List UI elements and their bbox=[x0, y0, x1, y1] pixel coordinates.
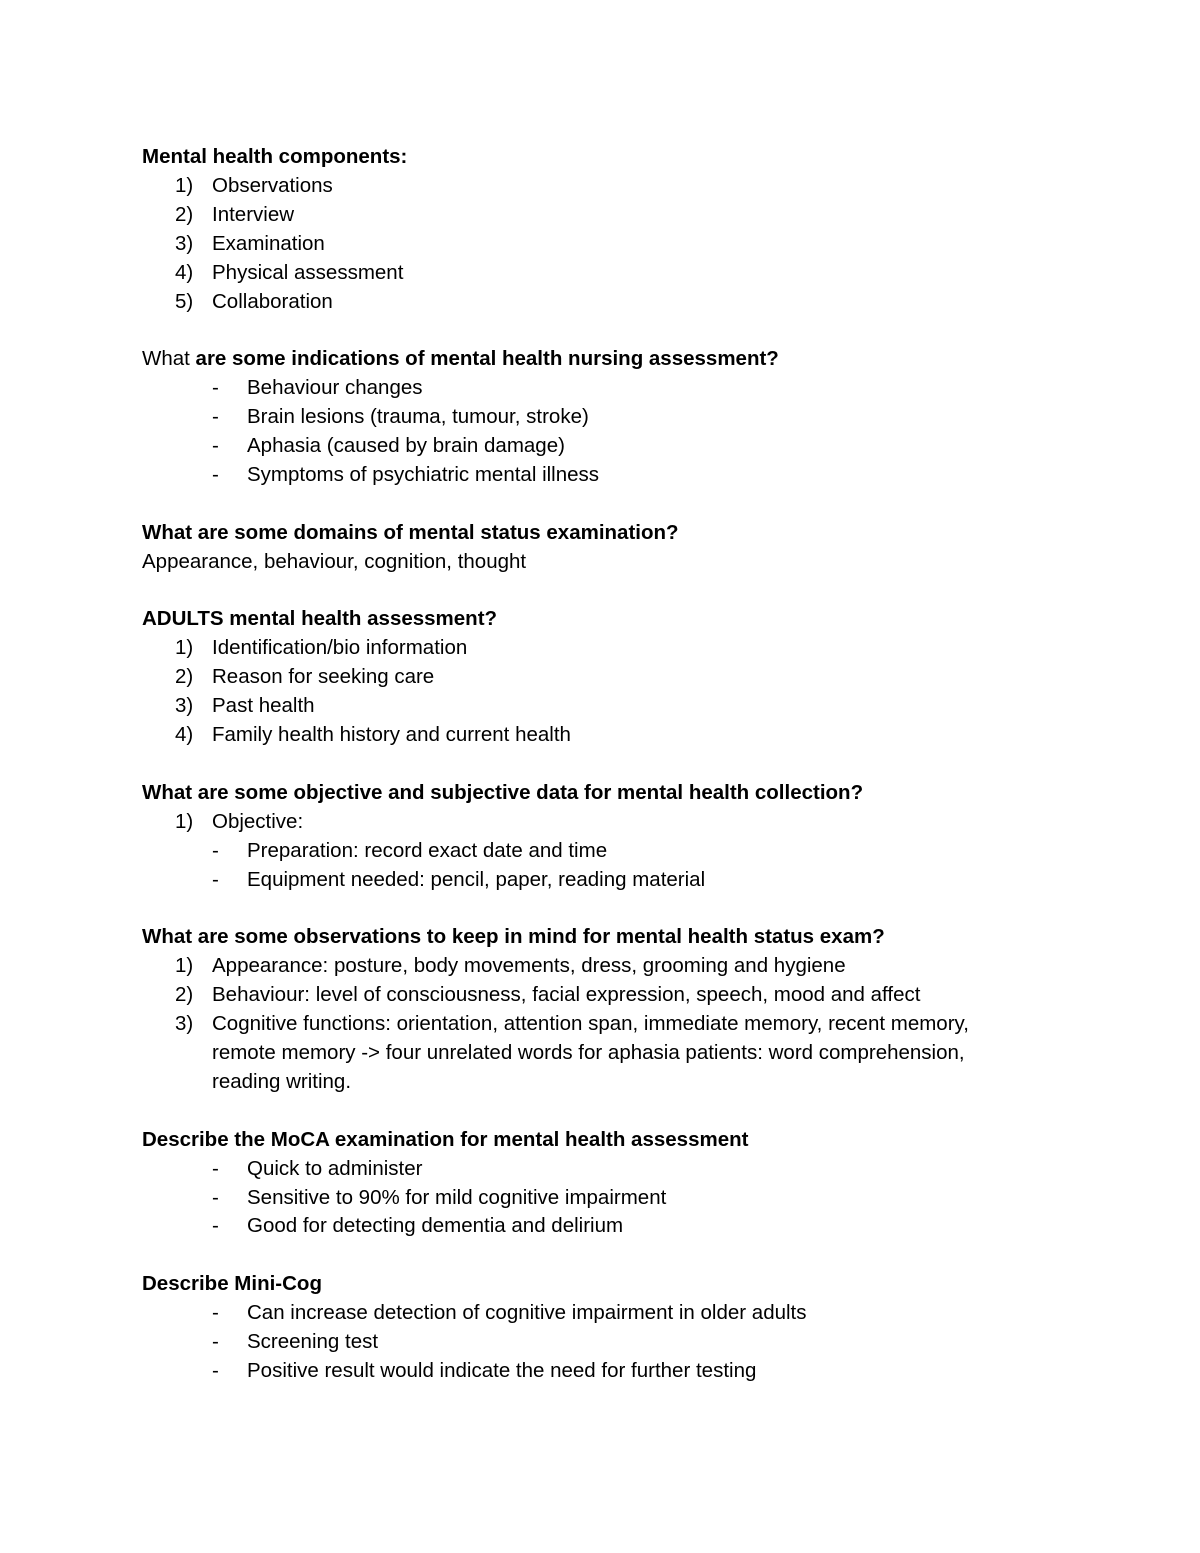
list-item-text: Family health history and current health bbox=[212, 723, 571, 747]
list-marker: - bbox=[212, 1358, 219, 1382]
spacer bbox=[142, 895, 1062, 924]
list-item-text: Physical assessment bbox=[212, 260, 404, 284]
list-item-text: Symptoms of psychiatric mental illness bbox=[247, 462, 600, 486]
list-item-text: Quick to administer bbox=[247, 1156, 423, 1180]
list-marker: - bbox=[212, 434, 219, 458]
list-item-text: Positive result would indicate the need for further testing bbox=[247, 1358, 757, 1382]
spacer bbox=[142, 1097, 1062, 1126]
list-item bbox=[142, 634, 1062, 663]
list-item-text: Examination bbox=[212, 231, 325, 255]
list-item bbox=[142, 288, 1062, 317]
list-item bbox=[142, 1299, 1062, 1328]
list-marker: - bbox=[212, 1330, 219, 1354]
list-item bbox=[142, 1357, 1062, 1386]
list-item bbox=[142, 692, 1062, 721]
list-item bbox=[142, 172, 1062, 201]
list-marker: - bbox=[212, 867, 219, 891]
list-item-text: Sensitive to 90% for mild cognitive impairment bbox=[247, 1185, 667, 1209]
list-item bbox=[142, 808, 1062, 837]
list-marker: 5) bbox=[175, 289, 194, 313]
list-item bbox=[142, 1212, 1062, 1241]
list-item-text: Observations bbox=[212, 173, 333, 197]
document-page bbox=[142, 143, 1062, 1386]
list-marker: 1) bbox=[175, 954, 194, 978]
list-item bbox=[142, 432, 1062, 461]
spacer bbox=[142, 750, 1062, 779]
list-item-text-line: reading writing. bbox=[212, 1069, 352, 1093]
list-item-text: Aphasia (caused by brain damage) bbox=[247, 434, 565, 458]
list-marker: - bbox=[212, 1214, 219, 1238]
heading-indications bbox=[142, 345, 1062, 374]
list-marker: - bbox=[212, 1185, 219, 1209]
list-marker: - bbox=[212, 462, 219, 486]
list-marker: 2) bbox=[175, 983, 194, 1007]
paragraph-domains: Appearance, behaviour, cognition, thought bbox=[142, 549, 527, 573]
list-item-text: Behaviour changes bbox=[247, 376, 423, 400]
list-marker: 3) bbox=[175, 694, 194, 718]
list-item-text: Brain lesions (trauma, tumour, stroke) bbox=[247, 405, 589, 429]
list-item-text: Can increase detection of cognitive impairment in older adults bbox=[247, 1301, 807, 1325]
heading-domains: What are some domains of mental status examination? bbox=[142, 520, 679, 544]
list-marker: - bbox=[212, 1301, 219, 1325]
heading-plain-part: What bbox=[142, 347, 196, 371]
list-item bbox=[142, 259, 1062, 288]
list-item bbox=[142, 403, 1062, 432]
list-marker: 2) bbox=[175, 665, 194, 689]
list-item-text: Past health bbox=[212, 694, 315, 718]
list-item bbox=[142, 374, 1062, 403]
list-marker: 2) bbox=[175, 202, 194, 226]
list-marker: 4) bbox=[175, 723, 194, 747]
list-item-text: Objective: bbox=[212, 809, 304, 833]
list-marker: - bbox=[212, 376, 219, 400]
list-item bbox=[142, 201, 1062, 230]
list-item bbox=[142, 461, 1062, 490]
heading-observations: What are some observations to keep in mind for mental health status exam? bbox=[142, 925, 885, 949]
list-item bbox=[142, 1010, 1062, 1097]
list-item-text: Interview bbox=[212, 202, 295, 226]
list-item-text: Preparation: record exact date and time bbox=[247, 838, 608, 862]
list-item-text: Good for detecting dementia and delirium bbox=[247, 1214, 624, 1238]
list-item-text-line: remote memory -> four unrelated words for aphasia patients: word comprehension, bbox=[212, 1041, 965, 1065]
list-marker: 3) bbox=[175, 231, 194, 255]
list-item bbox=[142, 981, 1062, 1010]
list-item bbox=[142, 721, 1062, 750]
list-item bbox=[142, 663, 1062, 692]
spacer bbox=[142, 1241, 1062, 1270]
list-marker: 1) bbox=[175, 809, 194, 833]
list-subitem bbox=[142, 866, 1062, 895]
list-item bbox=[142, 1328, 1062, 1357]
list-item bbox=[142, 230, 1062, 259]
list-marker: 4) bbox=[175, 260, 194, 284]
heading-minicog: Describe Mini-Cog bbox=[142, 1272, 322, 1296]
list-item-text: Identification/bio information bbox=[212, 636, 468, 660]
list-marker: - bbox=[212, 838, 219, 862]
list-item bbox=[142, 1155, 1062, 1184]
heading-moca: Describe the MoCA examination for mental health assessment bbox=[142, 1127, 749, 1151]
list-item bbox=[142, 952, 1062, 981]
list-item-text: Collaboration bbox=[212, 289, 333, 313]
list-item-text: Screening test bbox=[247, 1330, 379, 1354]
list-item-text-line: Cognitive functions: orientation, attention span, immediate memory, recent memory, bbox=[212, 1012, 969, 1036]
list-marker: 1) bbox=[175, 636, 194, 660]
list-item-text: Behaviour: level of consciousness, facial expression, speech, mood and affect bbox=[212, 983, 921, 1007]
list-marker: - bbox=[212, 1156, 219, 1180]
list-marker: - bbox=[212, 405, 219, 429]
heading-adults: ADULTS mental health assessment? bbox=[142, 607, 498, 631]
spacer bbox=[142, 490, 1062, 519]
list-item-text: Equipment needed: pencil, paper, reading material bbox=[247, 867, 706, 891]
list-item-text: Appearance: posture, body movements, dress, grooming and hygiene bbox=[212, 954, 846, 978]
heading-components: Mental health components: bbox=[142, 145, 408, 168]
list-item bbox=[142, 1184, 1062, 1213]
list-subitem bbox=[142, 837, 1062, 866]
list-marker: 1) bbox=[175, 173, 194, 197]
heading-objective: What are some objective and subjective data for mental health collection? bbox=[142, 780, 864, 804]
spacer bbox=[142, 316, 1062, 345]
heading-bold-part: are some indications of mental health nursing assessment? bbox=[195, 347, 779, 371]
list-item-text: Reason for seeking care bbox=[212, 665, 435, 689]
spacer bbox=[142, 577, 1062, 606]
list-marker: 3) bbox=[175, 1012, 194, 1036]
